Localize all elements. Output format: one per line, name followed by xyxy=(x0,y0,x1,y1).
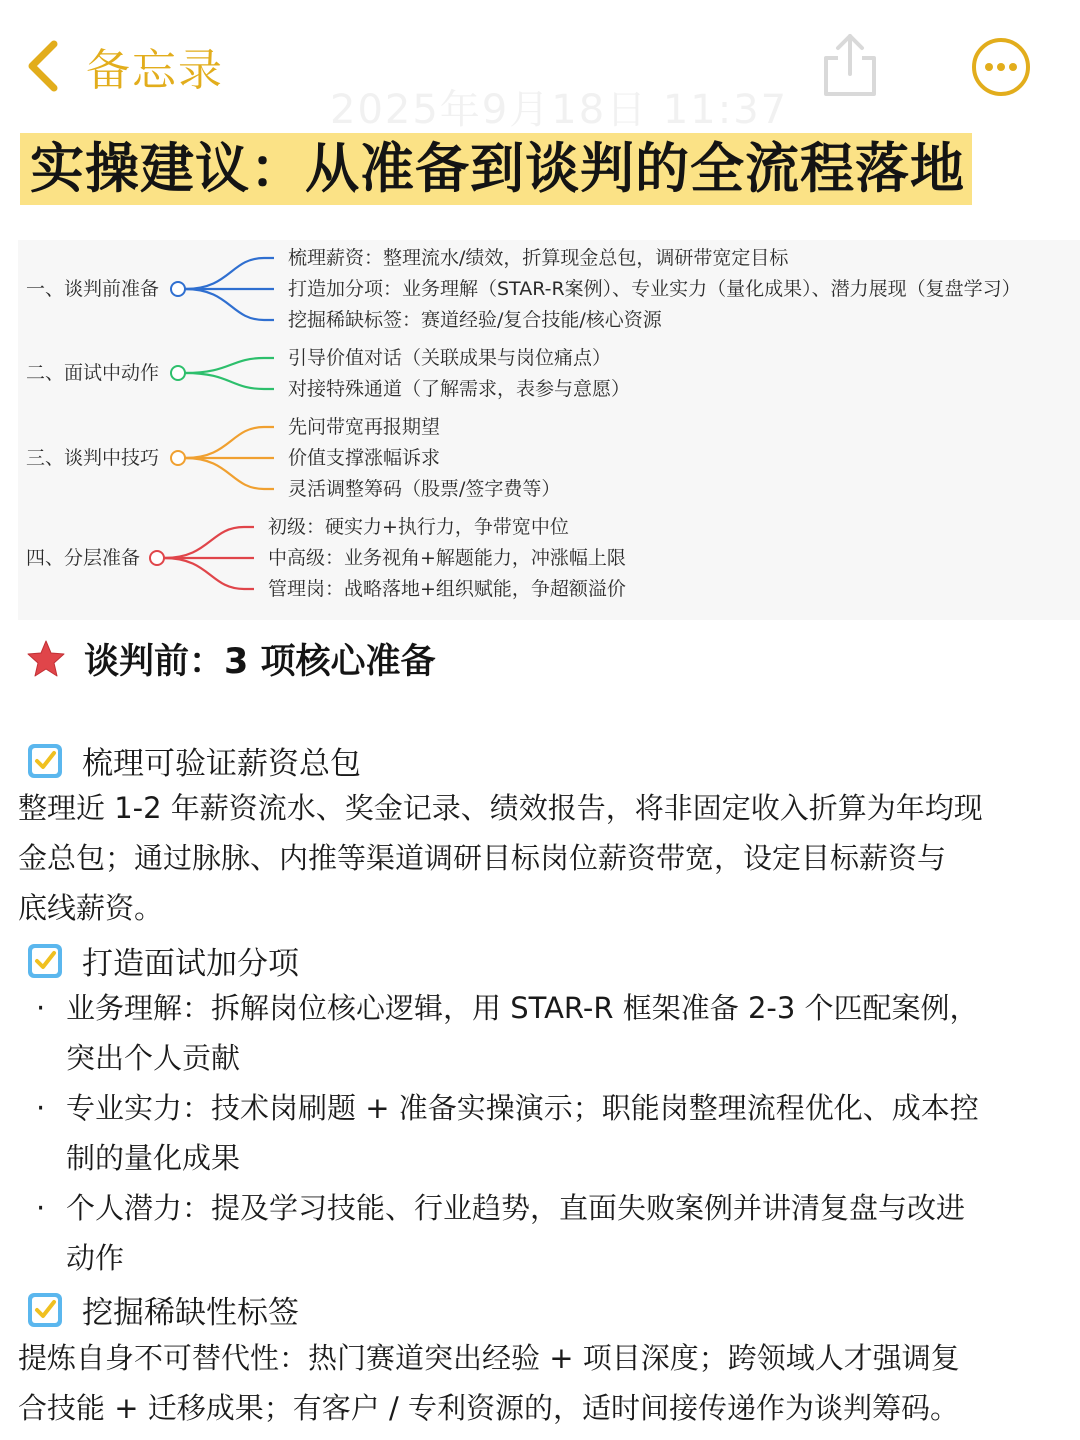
paragraph-line: 合技能 + 迁移成果；有客户 / 专利资源的，适时间接传递作为谈判筹码。 xyxy=(18,1391,959,1425)
mind-map-connector xyxy=(185,458,274,489)
checkbox-checked-icon xyxy=(26,742,64,780)
paragraph-line: 金总包；通过脉脉、内推等渠道调研目标岗位薪资带宽，设定目标薪资与 xyxy=(18,841,947,875)
bullet-dot: · xyxy=(36,1091,46,1125)
paragraph-line: 提炼自身不可替代性：热门赛道突出经验 + 项目深度；跨领域人才强调复 xyxy=(18,1341,960,1375)
mind-map-leaf-label: 管理岗：战略落地+组织赋能，争超额溢价 xyxy=(268,578,626,600)
back-button[interactable] xyxy=(20,34,224,98)
mind-map-connector xyxy=(164,527,254,558)
bullet-dot: · xyxy=(36,1191,46,1225)
mind-map-leaf-label: 打造加分项：业务理解（STAR-R案例）、专业实力（量化成果）、潜力展现（复盘学习） xyxy=(288,278,1021,300)
paragraph xyxy=(18,783,1063,933)
paragraph-line: 整理近 1-2 年薪资流水、奖金记录、绩效报告，将非固定收入折算为年均现 xyxy=(18,791,983,825)
section-heading-label: 谈判前：3 项核心准备 xyxy=(84,642,436,682)
star-icon xyxy=(26,639,66,679)
mind-map-leaf-label: 挖掘稀缺标签：赛道经验/复合技能/核心资源 xyxy=(288,309,662,331)
mind-map-leaf-label: 引导价值对话（关联成果与岗位痛点） xyxy=(288,347,612,369)
back-label: 备忘录 xyxy=(86,45,224,96)
mind-map-leaf-label: 先问带宽再报期望 xyxy=(288,416,441,438)
mind-map xyxy=(18,240,1080,620)
navigation-bar xyxy=(0,0,1080,133)
bullet-line: 制的量化成果 xyxy=(66,1141,241,1175)
paragraph-line: 底线薪资。 xyxy=(18,891,164,925)
mind-map-node xyxy=(171,282,185,296)
mind-map-node xyxy=(150,551,164,565)
checkbox-checked-icon xyxy=(26,1291,64,1329)
mind-map-connector xyxy=(185,373,274,389)
mind-map-branch-label: 二、面试中动作 xyxy=(26,362,160,384)
checklist-item-label: 梳理可验证薪资总包 xyxy=(82,746,361,782)
bullet-item xyxy=(36,1083,1056,1183)
note-timestamp: 2025年9月18日 11:37 xyxy=(330,87,789,133)
mind-map-connector xyxy=(185,358,274,373)
bullet-dot: · xyxy=(36,991,46,1025)
bullet-item xyxy=(36,983,1056,1083)
checklist-item xyxy=(26,1287,299,1332)
mind-map-leaf-label: 价值支撑涨幅诉求 xyxy=(288,447,441,469)
mind-map-leaf-label: 梳理薪资：整理流水/绩效，折算现金总包，调研带宽定目标 xyxy=(288,247,789,269)
paragraph xyxy=(18,1333,1063,1433)
bullet-item xyxy=(36,1183,1056,1283)
bullet-line: 突出个人贡献 xyxy=(66,1041,241,1075)
chevron-left-icon xyxy=(20,36,80,96)
bullet-line: 个人潜力：提及学习技能、行业趋势，直面失败案例并讲清复盘与改进 xyxy=(66,1191,966,1225)
mind-map-leaf-label: 初级：硬实力+执行力，争带宽中位 xyxy=(268,516,569,538)
checklist-item-label: 挖掘稀缺性标签 xyxy=(82,1295,299,1331)
bullet-line: 专业实力：技术岗刷题 + 准备实操演示；职能岗整理流程优化、成本控 xyxy=(66,1091,979,1125)
share-icon[interactable] xyxy=(820,30,880,100)
mind-map-connector xyxy=(185,258,274,289)
mind-map-branch-label: 三、谈判中技巧 xyxy=(26,447,160,469)
mind-map-connector xyxy=(164,558,254,589)
more-options-icon[interactable] xyxy=(970,36,1032,98)
mind-map-connector xyxy=(185,289,274,320)
mind-map-leaf-label: 灵活调整筹码（股票/签字费等） xyxy=(288,478,561,500)
mind-map-branch-label: 四、分层准备 xyxy=(26,547,141,569)
checklist-item-label: 打造面试加分项 xyxy=(82,946,299,982)
checkbox-checked-icon xyxy=(26,942,64,980)
mind-map-node xyxy=(171,366,185,380)
bullet-line: 动作 xyxy=(66,1241,125,1275)
section-heading xyxy=(26,634,436,684)
mind-map-connector xyxy=(185,427,274,458)
mind-map-node xyxy=(171,451,185,465)
mind-map-leaf-label: 中高级：业务视角+解题能力，冲涨幅上限 xyxy=(268,547,626,569)
mind-map-branch-label: 一、谈判前准备 xyxy=(26,278,160,300)
checklist-item xyxy=(26,738,361,783)
note-title: 实操建议：从准备到谈判的全流程落地 xyxy=(30,137,965,200)
mind-map-leaf-label: 对接特殊通道（了解需求，表参与意愿） xyxy=(288,378,631,400)
checklist-item xyxy=(26,938,299,983)
bullet-line: 业务理解：拆解岗位核心逻辑，用 STAR-R 框架准备 2-3 个匹配案例， xyxy=(66,991,979,1025)
